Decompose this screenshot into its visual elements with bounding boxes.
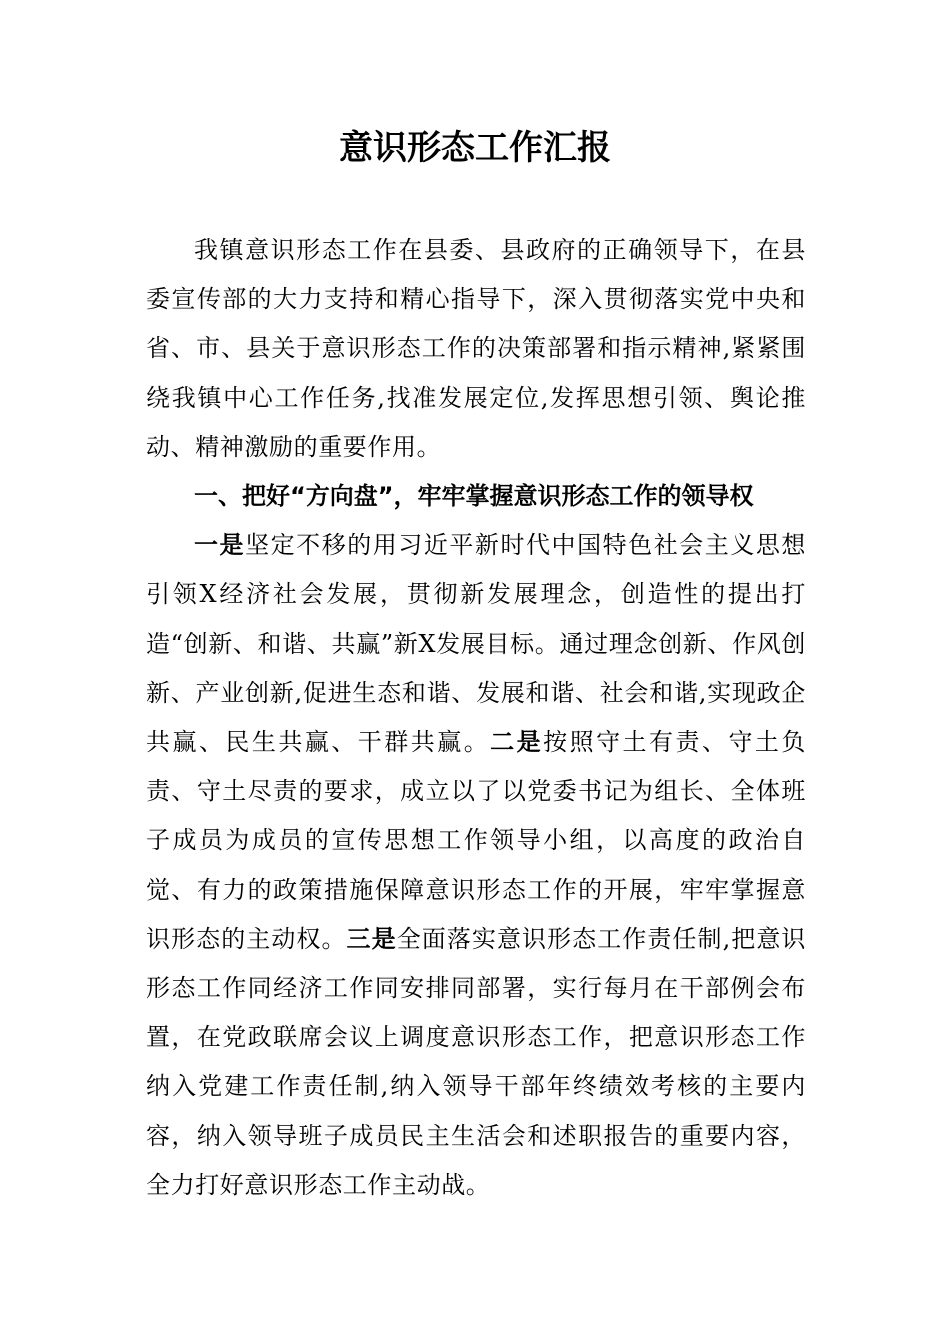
section-1-heading: 一、把好“方向盘”，牢牢掌握意识形态工作的领导权 (194, 482, 754, 511)
document-body (146, 226, 806, 1210)
point-1-lead: 一是 (194, 531, 246, 560)
document-title: 意识形态工作汇报 (339, 128, 611, 168)
point-3-text: 全面落实意识形态工作责任制,把意识形态工作同经济工作同安排同部署，实行每月在干部例会布置，在党政联席会议上调度意识形态工作，把意识形态工作纳入党建工作责任制,纳入领导干部年终绩效考核的主要内容，纳入领导班子成员民主生活会和述职报告的重要内容，全力打好意识形态工作主动战。 (146, 924, 806, 1199)
section-1-paragraph (146, 521, 806, 1210)
point-2-text: 按照守土有责、守土负责、守土尽责的要求，成立以了以党委书记为组长、全体班子成员为成员的宣传思想工作领导小组，以高度的政治自觉、有力的政策措施保障意识形态工作的开展，牢牢掌握意识形态的主动权。 (146, 728, 806, 953)
point-3-lead: 三是 (346, 924, 397, 953)
intro-paragraph: 我镇意识形态工作在县委、县政府的正确领导下，在县委宣传部的大力支持和精心指导下，深入贯彻落实党中央和省、市、县关于意识形态工作的决策部署和指示精神,紧紧围绕我镇中心工作任务,找准发展定位,发挥思想引领、舆论推动、精神激励的重要作用。 (146, 236, 806, 461)
point-1-text: 坚定不移的用习近平新时代中国特色社会主义思想引领X经济社会发展，贯彻新发展理念，创造性的提出打造“创新、和谐、共赢”新X发展目标。通过理念创新、作风创新、产业创新,促进生态和谐、发展和谐、社会和谐,实现政企共赢、民生共赢、干群共赢。 (146, 531, 806, 757)
point-2-lead: 二是 (490, 728, 544, 757)
